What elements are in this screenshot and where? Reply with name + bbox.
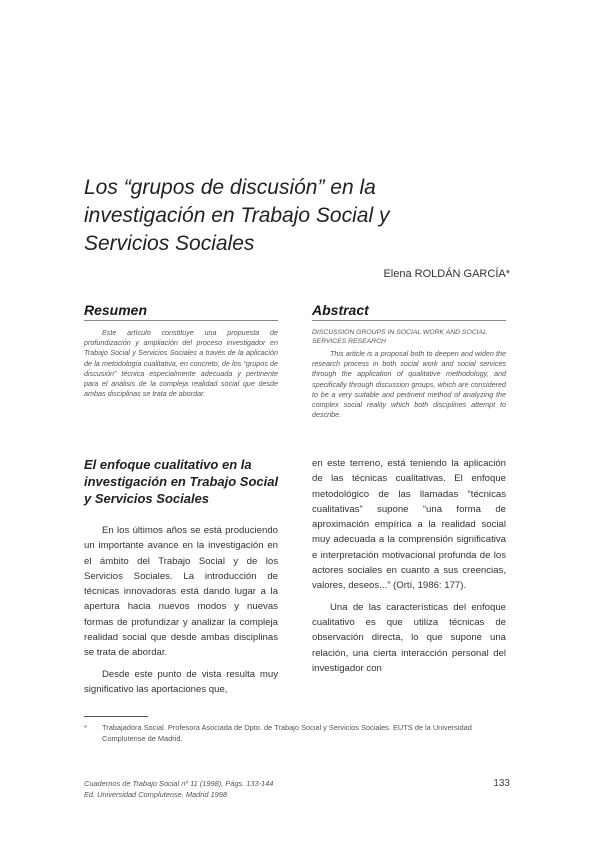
- resumen-rule: [84, 320, 278, 321]
- footnote: [84, 722, 514, 744]
- publisher-line: Ed. Universidad Complutense. Madrid 1998: [84, 790, 227, 799]
- abstract-subtitle: DISCUSSION GROUPS IN SOCIAL WORK AND SOCIAL SERVICES RESEARCH: [312, 329, 487, 345]
- title-line-3: Servicios Sociales: [84, 232, 255, 255]
- title-line-1: Los “grupos de discusión” en la: [84, 176, 376, 199]
- journal-citation: Cuadernos de Trabajo Social nº 11 (1998), Págs. 133-144: [84, 779, 274, 788]
- resumen-heading: Resumen: [84, 302, 148, 318]
- section-heading: El enfoque cualitativo en la investigación en Trabajo Social y Servicios Sociales: [84, 457, 279, 506]
- footnote-mark: *: [84, 723, 87, 732]
- abstract-rule: [312, 320, 506, 321]
- article-title: [84, 174, 514, 258]
- abstract-heading: Abstract: [312, 302, 369, 318]
- body-column-right: [312, 456, 506, 676]
- body-paragraph: Desde este punto de vista resulta muy significativo las aportaciones que,: [84, 668, 278, 695]
- page-footer: [84, 778, 344, 800]
- title-line-2: investigación en Trabajo Social y: [84, 204, 390, 227]
- resumen-text: Este artículo constituye una propuesta de profundización y ampliación del proceso investigador en Trabajo Social y Servicios Sociales a través de la aplicación de la metodología cualitativa, en concreto, de los “grupos de discusión” técnica especialmente adecuada y pertinente para el análisis de la compleja realidad social que desde ambas disciplinas se trata de abordar.: [84, 328, 278, 399]
- body-paragraph-continuation: en este terreno, está teniendo la aplicación de las técnicas cualitativas. El enfoque metodológico de las llamadas “técnicas cualitativas” supone “una forma de aproximación empírica a la realidad social muy adecuada a la comprensión significativa e interpretación motivacional profunda de los actores sociales en cuanto a sus creencias, valores, deseos...” (Ortí, 1986: 177).: [312, 458, 506, 592]
- footnote-rule: [84, 716, 148, 717]
- body-column-left: [84, 523, 278, 697]
- author-name: Elena ROLDÁN GARCÍA*: [383, 268, 510, 280]
- footnote-text: Trabajadora Social. Profesora Asociada de Dpto. de Trabajo Social y Servicios Sociales. EUTS de la Universidad Complutense de Madrid.: [102, 723, 472, 743]
- abstract-text: This article is a proposal both to deepen and widen the research process in both social work and social services through the application of qualitative methodology, and specifically through discussion groups, which are considered to be a very suitable and pertinent method of analyzing the complex social reality which both disciplines attempt to describe.: [312, 349, 506, 420]
- body-paragraph: Una de las características del enfoque cualitativo es que utiliza técnicas de observación directa, lo que supone una relación, una cierta interacción personal del investigador con: [312, 601, 506, 674]
- body-paragraph: En los últimos años se está produciendo un importante avance en la investigación en el ámbito del Trabajo Social y de los Servicios Sociales. La introducción de técnicas innovadoras está dando lugar a la apertura hacia nuevos modos y nuevas formas de profundizar y analizar la compleja realidad social que desde ambas disciplinas se trata de abordar.: [84, 525, 278, 659]
- page-number: 133: [493, 778, 510, 789]
